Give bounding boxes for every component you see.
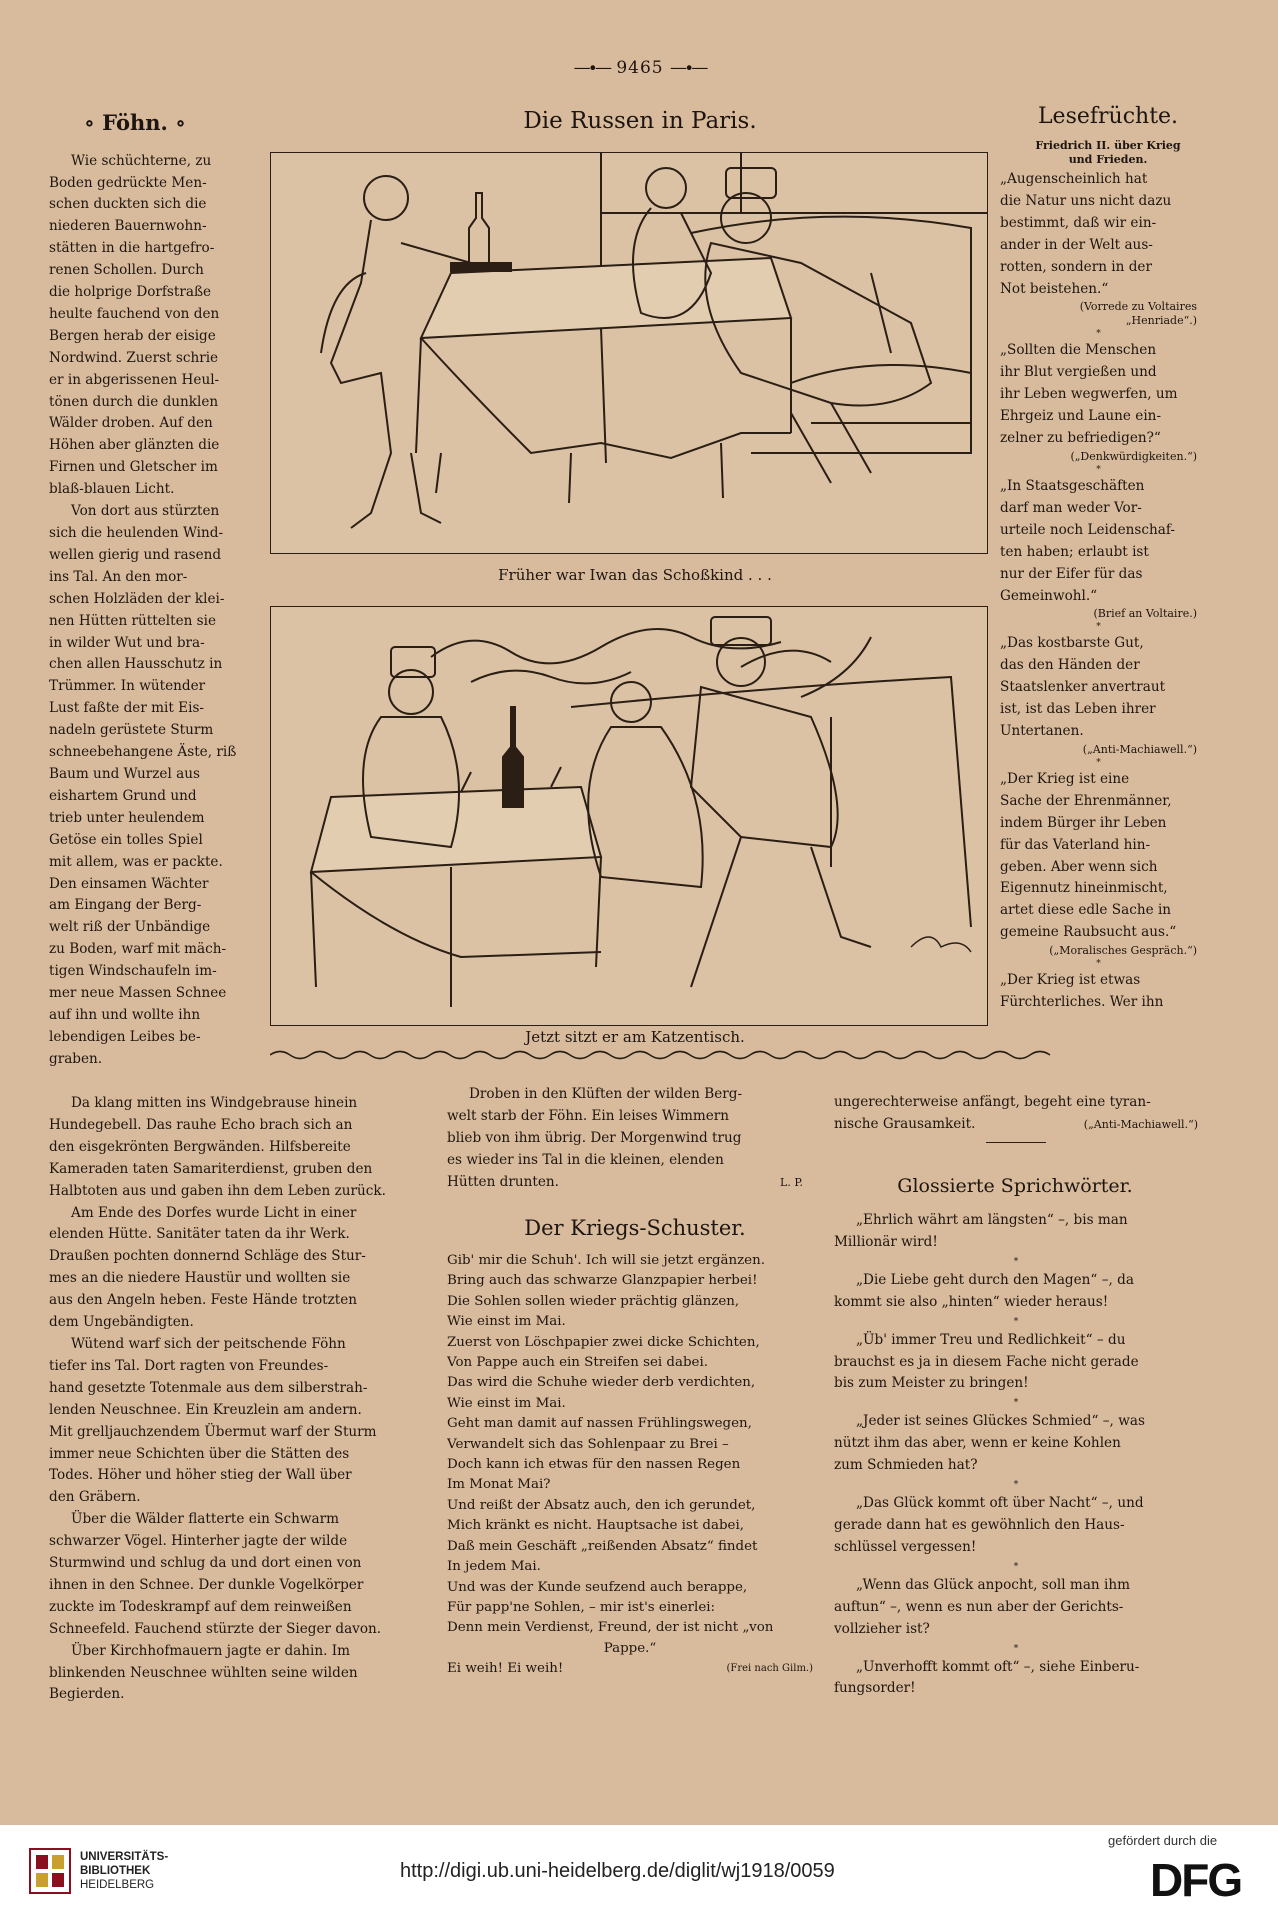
text-line: Untertanen. bbox=[1000, 723, 1084, 740]
text-line: Ehrgeiz und Laune ein- bbox=[1000, 408, 1162, 425]
text-line: renen Schollen. Durch bbox=[49, 262, 204, 279]
sprichwoerter-text bbox=[834, 1210, 1198, 1700]
text-line: Hundegebell. Das rauhe Echo brach sich an bbox=[49, 1116, 353, 1133]
text-line: in wilder Wut und bra- bbox=[49, 634, 205, 651]
text-line: Doch kann ich etwas für den nassen Regen bbox=[447, 1457, 741, 1473]
text-line: kommt sie also „hinten“ wieder heraus! bbox=[834, 1293, 1109, 1310]
text-line: dem Ungebändigten. bbox=[49, 1314, 194, 1331]
text-line: graben. bbox=[49, 1050, 103, 1067]
university-name: UNIVERSITÄTS- BIBLIOTHEK HEIDELBERG bbox=[80, 1851, 169, 1891]
text-line: zelner zu befriedigen?“ bbox=[1000, 430, 1161, 447]
text-line: Denn mein Verdienst, Freund, der ist nicht „von bbox=[447, 1620, 774, 1636]
text-line: immer neue Schichten über die Stätten des bbox=[49, 1445, 350, 1462]
text-line: Staatslenker anvertraut bbox=[1000, 679, 1166, 696]
text-line: Nordwind. Zuerst schrie bbox=[49, 349, 219, 366]
text-line: Im Monat Mai? bbox=[447, 1477, 551, 1493]
university-seal-icon bbox=[28, 1847, 72, 1895]
lesefruechte-title: Lesefrüchte. bbox=[1037, 104, 1179, 129]
text-line: nische Grausamkeit. („Anti-Machiawell.“) bbox=[834, 1114, 1198, 1136]
text-line: Fürchterliches. Wer ihn bbox=[1000, 994, 1164, 1011]
text-line: Schneefeld. Fauchend stürzte der Sieger davon. bbox=[49, 1620, 382, 1637]
text-line: Halbtoten aus und gaben ihn dem Leben zurück. bbox=[49, 1182, 386, 1199]
quote-source: „Henriade“.) bbox=[1125, 314, 1197, 328]
text-line: ander in der Welt aus- bbox=[1000, 236, 1153, 253]
text-line: es wieder ins Tal in die kleinen, elenden bbox=[447, 1151, 724, 1168]
text-line: chen allen Hausschutz in bbox=[49, 656, 223, 673]
text-line: Die Sohlen sollen wieder prächtig glänzen, bbox=[447, 1293, 740, 1309]
text-line: auf ihn und wollte ihn bbox=[49, 1006, 201, 1023]
text-line: er in abgerissenen Heul- bbox=[49, 371, 220, 388]
text-line: nen Hütten rüttelten sie bbox=[49, 612, 217, 629]
text-line: „Der Krieg ist eine bbox=[1000, 770, 1130, 787]
quote-source: („Anti-Machiawell.“) bbox=[1082, 742, 1197, 756]
text-line: „Das Glück kommt oft über Nacht“ –, und bbox=[856, 1495, 1144, 1512]
text-line: „Üb' immer Treu und Redlichkeit“ – du bbox=[856, 1331, 1126, 1348]
text-line: Todes. Höher und höher stieg der Wall über bbox=[49, 1467, 352, 1484]
text-line: Hütten drunten. L. P. bbox=[447, 1172, 813, 1194]
text-line: nadeln gerüstete Sturm bbox=[49, 722, 214, 739]
quote-source: („Denkwürdigkeiten.“) bbox=[1070, 449, 1197, 463]
text-line: indem Bürger ihr Leben bbox=[1000, 814, 1167, 831]
text-line: Ei weih! Ei weih! (Frei nach Gilm.) bbox=[447, 1659, 813, 1679]
text-line: rotten, sondern in der bbox=[1000, 258, 1152, 275]
text-line: Sache der Ehrenmänner, bbox=[1000, 792, 1172, 809]
text-line: „Wenn das Glück anpocht, soll man ihm bbox=[856, 1576, 1130, 1593]
text-line: blaß-blauen Licht. bbox=[49, 481, 175, 498]
text-line: elenden Hütte. Sanitäter taten da ihr Werk. bbox=[49, 1226, 350, 1243]
caption-now: Jetzt sitzt er am Katzentisch. bbox=[525, 1028, 745, 1046]
text-line: Trümmer. In wütender bbox=[49, 678, 206, 695]
separator-asterisk: * bbox=[1096, 757, 1101, 768]
text-line: Das wird die Schuhe wieder derb verdichten, bbox=[447, 1375, 756, 1391]
text-line: schlüssel vergessen! bbox=[834, 1538, 977, 1555]
text-line: Millionär wird! bbox=[834, 1233, 938, 1250]
text-line: welt riß der Unbändige bbox=[49, 919, 211, 936]
text-line: ten haben; erlaubt ist bbox=[1000, 543, 1149, 560]
text-line: welt starb der Föhn. Ein leises Wimmern bbox=[447, 1107, 730, 1124]
text-line: ihr Blut vergießen und bbox=[1000, 364, 1157, 381]
text-line: nur der Eifer für das bbox=[1000, 565, 1143, 582]
separator-asterisk: * bbox=[1013, 1561, 1019, 1572]
text-line: aus den Angeln heben. Feste Hände trotzten bbox=[49, 1292, 358, 1309]
text-line: „Der Krieg ist etwas bbox=[1000, 972, 1141, 989]
text-line: Und reißt der Absatz auch, den ich gerundet, bbox=[447, 1497, 756, 1513]
text-line: Höhen aber glänzten die bbox=[49, 437, 220, 454]
digital-url-link[interactable]: http://digi.ub.uni-heidelberg.de/diglit/wj1918/0059 bbox=[400, 1860, 835, 1882]
text-line: blinkenden Neuschnee wühlten seine wilden bbox=[49, 1664, 358, 1681]
text-line: die holprige Dorfstraße bbox=[49, 284, 212, 301]
text-line: tönen durch die dunklen bbox=[49, 393, 219, 410]
text-line: Firnen und Gletscher im bbox=[49, 459, 218, 476]
text-line: Draußen pochten donnernd Schläge des Stur- bbox=[49, 1248, 366, 1265]
russen-title: Die Russen in Paris. bbox=[523, 108, 757, 134]
text-line: geben. Aber wenn sich bbox=[1000, 858, 1158, 875]
text-line: tigen Windschaufeln im- bbox=[49, 963, 217, 980]
text-line: den eisgekrönten Bergwänden. Hilfsbereite bbox=[49, 1138, 351, 1155]
text-line: ist, ist das Leben ihrer bbox=[1000, 701, 1156, 718]
text-line: brauchst es ja in diesem Fache nicht gerade bbox=[834, 1353, 1139, 1370]
text-line: die Natur uns nicht dazu bbox=[1000, 192, 1172, 209]
text-line: fungsorder! bbox=[834, 1680, 916, 1697]
text-line: ins Tal. An den mor- bbox=[49, 568, 188, 585]
text-line: Baum und Wurzel aus bbox=[49, 765, 200, 782]
text-line: Gemeinwohl.“ bbox=[1000, 587, 1098, 604]
lesefruechte-end bbox=[834, 1092, 1198, 1143]
text-line: Über die Wälder flatterte ein Schwarm bbox=[71, 1511, 339, 1528]
text-line: darf man weder Vor- bbox=[1000, 499, 1142, 516]
text-line: stätten in die hartgefro- bbox=[49, 240, 215, 257]
text-line: heulte fauchend von den bbox=[49, 305, 220, 322]
schuster-poem bbox=[447, 1251, 813, 1680]
text-line: vollzieher ist? bbox=[834, 1620, 930, 1637]
text-line: lebendigen Leibes be- bbox=[49, 1028, 201, 1045]
text-line: bestimmt, daß wir ein- bbox=[1000, 214, 1157, 231]
text-line: gerade dann hat es gewöhnlich den Haus- bbox=[834, 1516, 1125, 1533]
text-line: Lust faßte der mit Eis- bbox=[49, 700, 205, 717]
text-line: Über Kirchhofmauern jagte er dahin. Im bbox=[71, 1642, 351, 1659]
text-line: Von dort aus stürzten bbox=[71, 503, 220, 520]
text-line: Für papp'ne Sohlen, – mir ist's einerlei: bbox=[447, 1599, 716, 1615]
schuster-title: Der Kriegs-Schuster. bbox=[524, 1216, 746, 1240]
text-line: Mich kränkt es nicht. Hauptsache ist dabei, bbox=[447, 1518, 745, 1534]
text-line: Am Ende des Dorfes wurde Licht in einer bbox=[71, 1204, 357, 1221]
text-line: Den einsamen Wächter bbox=[49, 875, 209, 892]
text-line: Wie schüchterne, zu bbox=[71, 152, 212, 169]
foehn-title: ∘ Föhn. ∘ bbox=[83, 110, 187, 135]
text-line: wellen gierig und rasend bbox=[49, 546, 222, 563]
section-rule bbox=[986, 1142, 1046, 1143]
separator-asterisk: * bbox=[1013, 1316, 1019, 1327]
text-line: nützt ihm das aber, wenn er keine Kohlen bbox=[834, 1435, 1121, 1452]
text-line: blieb von ihm übrig. Der Morgenwind trug bbox=[447, 1129, 742, 1146]
separator-asterisk: * bbox=[1013, 1480, 1019, 1491]
text-line: Bring auch das schwarze Glanzpapier herbei! bbox=[447, 1273, 758, 1289]
text-line: Wütend warf sich der peitschende Föhn bbox=[71, 1335, 346, 1352]
text-line: tiefer ins Tal. Dort ragten von Freundes- bbox=[49, 1357, 329, 1374]
text-line: Sturmwind und schlug da und dort einen von bbox=[49, 1555, 362, 1572]
text-line: hand gesetzte Totenmale aus dem silberstrah- bbox=[49, 1379, 368, 1396]
text-line: artet diese edle Sache in bbox=[1000, 902, 1172, 919]
text-line: lenden Neuschnee. Ein Kreuzlein am andern. bbox=[49, 1401, 362, 1418]
quote-source: („Moralisches Gespräch.“) bbox=[1049, 944, 1197, 958]
text-line: „Jeder ist seines Glückes Schmied“ –, was bbox=[856, 1413, 1145, 1430]
text-line: ungerechterweise anfängt, begeht eine tyran- bbox=[834, 1094, 1151, 1110]
text-line: zuckte im Todeskrampf auf dem reinweißen bbox=[49, 1598, 352, 1615]
separator-asterisk: * bbox=[1096, 959, 1101, 970]
text-line: Und was der Kunde seufzend auch berappe, bbox=[447, 1579, 748, 1595]
text-line: Wälder droben. Auf den bbox=[49, 415, 213, 432]
text-line: ihr Leben wegwerfen, um bbox=[1000, 386, 1178, 403]
sprichwoerter-title: Glossierte Sprichwörter. bbox=[897, 1175, 1133, 1197]
lesefruechte-text bbox=[1000, 169, 1197, 1014]
quote-source: (Vorrede zu Voltaires bbox=[1079, 300, 1197, 314]
text-line: trieb unter heulendem bbox=[49, 809, 205, 826]
text-line: am Eingang der Berg- bbox=[49, 897, 202, 914]
page-number: —∙— 9465 —∙— bbox=[573, 58, 707, 78]
text-line: zu Boden, warf mit mäch- bbox=[49, 941, 227, 958]
text-line: schneebehangene Äste, riß bbox=[49, 744, 237, 761]
text-line: Bergen herab der eisige bbox=[49, 327, 216, 344]
text-line: Gib' mir die Schuh'. Ich will sie jetzt ergänzen. bbox=[447, 1253, 765, 1268]
text-line: Geht man damit auf nassen Frühlingswegen, bbox=[447, 1416, 752, 1432]
text-line: eishartem Grund und bbox=[49, 787, 197, 804]
foehn-narrow-text bbox=[49, 151, 240, 1071]
caption-early: Früher war Iwan das Schoßkind . . . bbox=[498, 566, 772, 584]
text-line: Pappe.“ bbox=[603, 1640, 657, 1656]
illustration-early bbox=[270, 152, 988, 554]
text-line: Zuerst von Löschpapier zwei dicke Schichten, bbox=[447, 1334, 760, 1350]
foehn-wide-text bbox=[49, 1093, 421, 1706]
wavy-separator bbox=[270, 1048, 1060, 1062]
text-line: gemeine Raubsucht aus.“ bbox=[1000, 924, 1177, 941]
text-line: Wie einst im Mai. bbox=[447, 1395, 566, 1411]
foehn-ending-text bbox=[447, 1084, 813, 1194]
lesefruechte-subtitle: Friedrich II. über Krieg und Frieden. bbox=[1035, 139, 1181, 166]
quote-source: (Brief an Voltaire.) bbox=[1093, 607, 1197, 621]
text-line: mer neue Massen Schnee bbox=[49, 985, 227, 1002]
text-line: „Augenscheinlich hat bbox=[1000, 171, 1148, 187]
text-line: ihnen in den Schnee. Der dunkle Vogelkörper bbox=[49, 1576, 364, 1593]
text-line: mes an die niedere Haustür und wollten sie bbox=[49, 1270, 351, 1287]
text-line: auftun“ –, wenn es nun aber der Gerichts- bbox=[834, 1598, 1124, 1615]
text-line: Getöse ein tolles Spiel bbox=[49, 831, 203, 848]
text-line: Boden gedrückte Men- bbox=[49, 174, 207, 191]
quote-source: („Anti-Machiawell.“) bbox=[1083, 1117, 1198, 1131]
text-line: das den Händen der bbox=[1000, 657, 1140, 674]
text-line: Von Pappe auch ein Streifen sei dabei. bbox=[447, 1355, 709, 1371]
text-line: „Ehrlich währt am längsten“ –, bis man bbox=[856, 1212, 1128, 1228]
text-line: schen duckten sich die bbox=[49, 196, 207, 213]
text-line: Daß mein Geschäft „reißenden Absatz“ findet bbox=[447, 1538, 758, 1554]
separator-asterisk: * bbox=[1013, 1643, 1019, 1654]
illustration-now bbox=[270, 606, 988, 1026]
text-line: niederen Bauernwohn- bbox=[49, 218, 207, 235]
schuster-source: (Frei nach Gilm.) bbox=[726, 1663, 813, 1675]
dfg-logo: DFG bbox=[1150, 1854, 1242, 1906]
text-line: sich die heulenden Wind- bbox=[49, 525, 224, 541]
text-line: „Das kostbarste Gut, bbox=[1000, 635, 1144, 652]
separator-asterisk: * bbox=[1096, 329, 1101, 340]
text-line: „In Staatsgeschäften bbox=[1000, 477, 1145, 494]
text-line: den Gräbern. bbox=[49, 1489, 141, 1506]
text-line: In jedem Mai. bbox=[447, 1559, 541, 1575]
text-line: Verwandelt sich das Sohlenpaar zu Brei – bbox=[447, 1436, 729, 1452]
text-line: Kameraden taten Samariterdienst, gruben den bbox=[49, 1160, 373, 1177]
separator-asterisk: * bbox=[1096, 622, 1101, 633]
footer-bar bbox=[0, 1825, 1278, 1915]
text-line: mit allem, was er packte. bbox=[49, 853, 223, 870]
text-line: Eigennutz hineinmischt, bbox=[1000, 880, 1168, 897]
funded-label: gefördert durch die bbox=[1108, 1833, 1218, 1848]
text-line: zum Schmieden hat? bbox=[834, 1457, 978, 1474]
foehn-signature: L. P. bbox=[780, 1175, 803, 1189]
text-line: „Unverhofft kommt oft“ –, siehe Einberu- bbox=[856, 1658, 1140, 1675]
text-line: für das Vaterland hin- bbox=[1000, 836, 1151, 853]
text-line: „Die Liebe geht durch den Magen“ –, da bbox=[856, 1271, 1134, 1288]
text-line: Mit grelljauchzendem Übermut warf der Sturm bbox=[49, 1423, 377, 1440]
text-line: schwarzer Vögel. Hinterher jagte der wilde bbox=[49, 1533, 348, 1550]
text-line: Wie einst im Mai. bbox=[447, 1314, 566, 1330]
text-line: schen Holzläden der klei- bbox=[49, 590, 225, 607]
text-line: bis zum Meister zu bringen! bbox=[834, 1375, 1029, 1392]
text-line: Not beistehen.“ bbox=[1000, 280, 1109, 297]
text-line: „Sollten die Menschen bbox=[1000, 342, 1157, 359]
text-line: Begierden. bbox=[49, 1686, 125, 1703]
separator-asterisk: * bbox=[1096, 464, 1101, 475]
text-line: Droben in den Klüften der wilden Berg- bbox=[469, 1086, 743, 1102]
text-line: Da klang mitten ins Windgebrause hinein bbox=[71, 1095, 358, 1111]
text-line: urteile noch Leidenschaf- bbox=[1000, 521, 1175, 538]
separator-asterisk: * bbox=[1013, 1256, 1019, 1267]
separator-asterisk: * bbox=[1013, 1398, 1019, 1409]
